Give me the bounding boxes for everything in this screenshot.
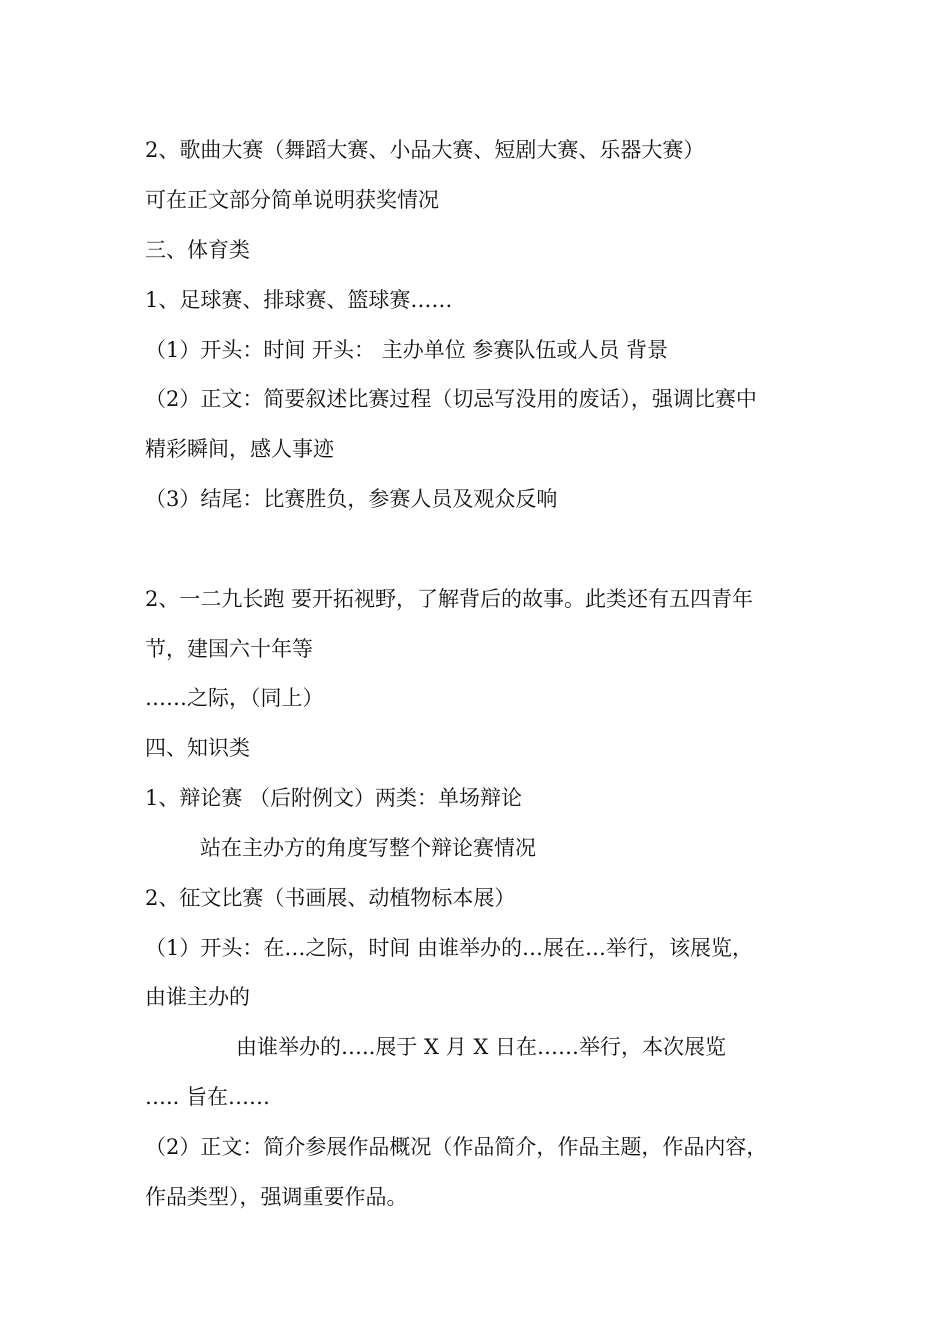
text-line-13: 1、辩论赛 （后附例文）两类：单场辩论: [145, 786, 523, 810]
text-line-17: 由谁主办的: [145, 985, 250, 1009]
text-line-4: 1、足球赛、排球赛、篮球赛……: [145, 288, 453, 312]
text-line-7: 精彩瞬间，感人事迹: [145, 437, 334, 461]
text-line-6: （2）正文：简要叙述比赛过程（切忌写没用的废话），强调比赛中: [145, 387, 757, 411]
text-line-5: （1）开头：时间 开头： 主办单位 参赛队伍或人员 背景: [145, 338, 669, 362]
text-line-20: （2）正文：简介参展作品概况（作品简介，作品主题，作品内容，: [145, 1135, 768, 1159]
text-line-11: ……之际，（同上）: [145, 686, 324, 710]
text-line-16: （1）开头：在…之际，时间 由谁举办的…展在…举行，该展览，: [145, 936, 754, 960]
section-heading-knowledge: 四、知识类: [145, 736, 250, 760]
text-line-15: 2、征文比赛（书画展、动植物标本展）: [145, 886, 516, 910]
text-line-14: 站在主办方的角度写整个辩论赛情况: [200, 836, 536, 860]
text-line-2: 可在正文部分简单说明获奖情况: [145, 188, 439, 212]
text-line-21: 作品类型），强调重要作品。: [145, 1185, 408, 1209]
text-line-18: 由谁举办的…..展于 X 月 X 日在……举行，本次展览: [236, 1035, 726, 1059]
text-line-19: ….. 旨在……: [145, 1085, 271, 1109]
text-line-8: （3）结尾：比赛胜负，参赛人员及观众反响: [145, 487, 558, 511]
text-line-1: 2、歌曲大赛（舞蹈大赛、小品大赛、短剧大赛、乐器大赛）: [145, 138, 705, 162]
text-line-9: 2、一二九长跑 要开拓视野，了解背后的故事。此类还有五四青年: [145, 587, 754, 611]
section-heading-sports: 三、体育类: [145, 238, 250, 262]
text-line-10: 节，建国六十年等: [145, 637, 313, 661]
